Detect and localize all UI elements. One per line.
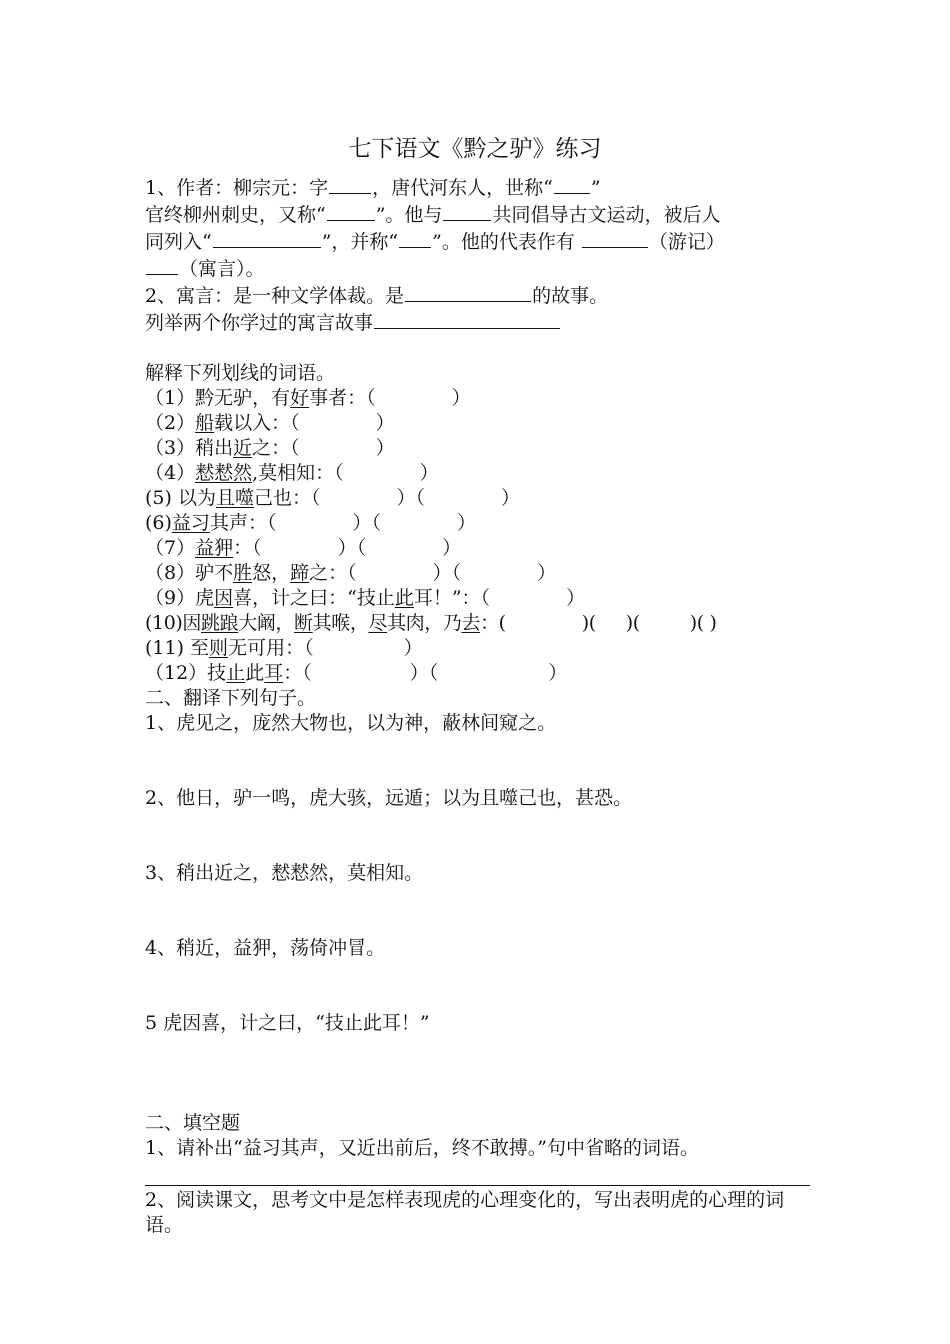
vocab-item-8: （8）驴不胜怒，蹄之：（ ）（ ） — [145, 562, 557, 584]
vocab-item-7: （7）益狎：（ ）（ ） — [145, 537, 462, 559]
vocab-item-3: （3）稍出近之：（ ） — [145, 437, 395, 459]
vocab-item-12: （12）技止此耳：（ ）（ ） — [145, 662, 568, 684]
blank-yuyan-work[interactable] — [146, 255, 178, 275]
blank-fable-def[interactable] — [405, 282, 531, 302]
vocab-item-10: (10)因跳踉大阚，断其喉，尽其肉，乃去：( )( )( )( ) — [145, 612, 717, 634]
blank-lieru[interactable] — [213, 228, 321, 248]
author-line-4: （寓言）。 — [145, 255, 810, 282]
vocab-item-9: （9）虎因喜，计之曰：“技止此耳！”：（ ） — [145, 587, 586, 609]
vocab-item-1: （1）黔无驴，有好事者：（ ） — [145, 387, 471, 409]
author-line-1: 1、作者：柳宗元：字 ，唐代河东人，世称“ ” — [145, 174, 810, 201]
fill-heading: 二、填空题 — [145, 1112, 241, 1134]
translate-sentence-4: 4、稍近，益狎，荡倚冲冒。 — [145, 937, 386, 959]
translate-sentence-3: 3、稍出近之，慭慭然，莫相知。 — [145, 862, 424, 884]
blank-fable-examples[interactable] — [374, 309, 560, 329]
fill-question-1: 1、请补出“益习其声，又近出前后，终不敢搏。”句中省略的词语。 — [145, 1137, 700, 1159]
author-line-3: 同列入“ ”，并称“ ”。他的代表作有 （游记） — [145, 228, 810, 255]
author-line-2: 官终柳州刺史，又称“ ”。他与 共同倡导古文运动，被后人 — [145, 201, 810, 228]
page-title: 七下语文《黔之驴》练习 — [348, 136, 602, 162]
vocab-item-6: (6)益习其声：（ ）（ ） — [145, 512, 476, 534]
vocab-item-11: (11) 至则无可用：（ ） — [145, 637, 423, 659]
translate-heading: 二、翻译下列句子。 — [145, 687, 317, 709]
blank-youcheng[interactable] — [327, 201, 375, 221]
translate-sentence-5: 5 虎因喜，计之曰，“技止此耳！” — [145, 1012, 430, 1034]
worksheet-content — [145, 174, 810, 1238]
fill-question-2: 2、阅读课文，思考文中是怎样表现虎的心理变化的，写出表明虎的心理的词语。 — [145, 1189, 785, 1236]
blank-youji[interactable] — [582, 228, 648, 248]
fable-examples-line: 列举两个你学过的寓言故事 — [145, 309, 810, 336]
blank-tayu[interactable] — [443, 201, 491, 221]
blank-shicheng[interactable] — [554, 174, 590, 194]
vocab-item-5: (5) 以为且噬己也：（ ）（ ） — [145, 487, 521, 509]
answer-line-1[interactable] — [145, 1161, 810, 1186]
translate-sentence-1: 1、虎见之，庞然大物也，以为神，蔽林间窥之。 — [145, 712, 557, 734]
blank-bingcheng[interactable] — [399, 228, 431, 248]
vocab-heading: 解释下列划线的词语。 — [145, 362, 336, 384]
blank-zi[interactable] — [329, 174, 371, 194]
translate-sentence-2: 2、他日，驴一鸣，虎大骇，远遁；以为且噬己也，甚恐。 — [145, 787, 633, 809]
vocab-item-4: （4）慭慭然,莫相知：（ ） — [145, 462, 439, 484]
fable-line: 2、寓言：是一种文学体裁。是 的故事。 — [145, 282, 810, 309]
vocab-item-2: （2）船载以入：（ ） — [145, 412, 395, 434]
